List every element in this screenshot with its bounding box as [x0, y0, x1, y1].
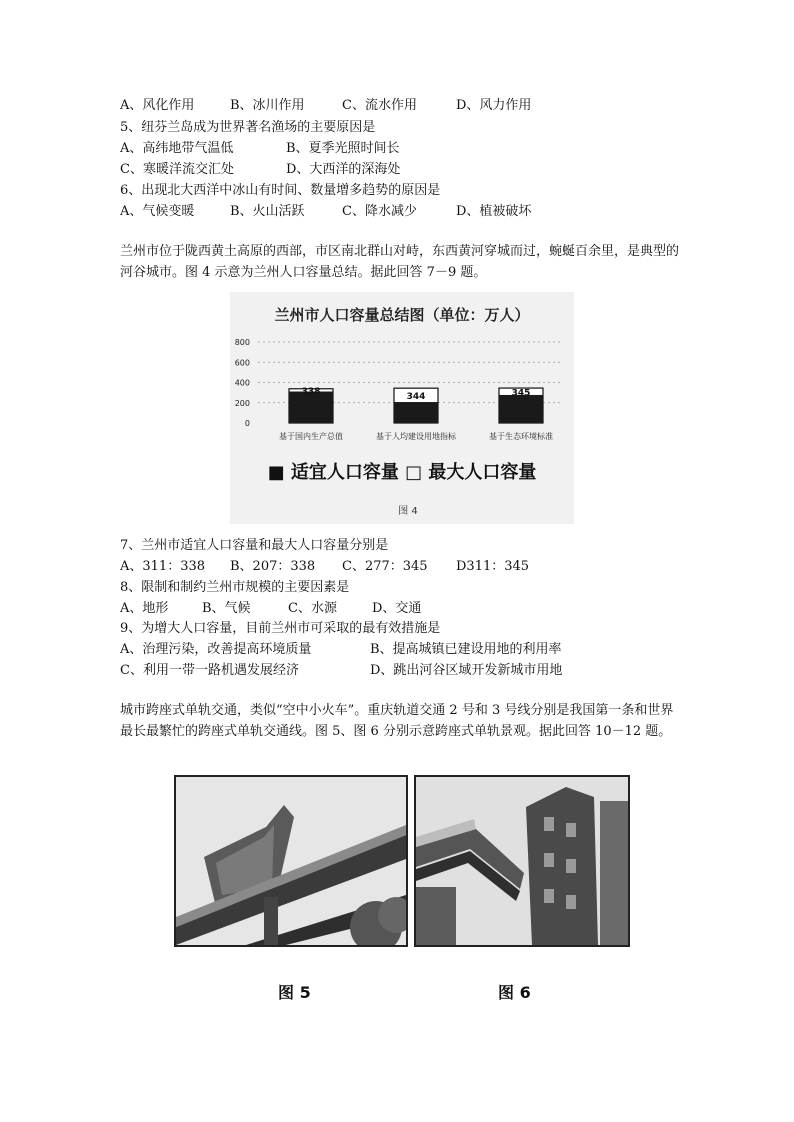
bars [289, 387, 543, 423]
chart-legend: ■ 适宜人口容量 □ 最大人口容量 [267, 462, 537, 483]
x-category-label: 基于人均建设用地指标 [376, 432, 456, 441]
q9-option-c: C、利用一带一路机遇发展经济 [120, 663, 299, 678]
q8-stem: 8、限制和制约兰州市规模的主要因素是 [120, 580, 350, 595]
y-tick-label: 0 [244, 419, 250, 428]
bar-value-label: 344 [406, 392, 426, 403]
q5-option-d: D、大西洋的深海处 [286, 162, 401, 177]
q9-option-d: D、跳出河谷区域开发新城市用地 [370, 663, 563, 678]
q9-option-a: A、治理污染，改善提高环境质量 [120, 642, 312, 657]
q5-option-b: B、夏季光照时间长 [286, 141, 400, 156]
q8-option-a: A、地形 [120, 601, 169, 616]
chart-title: 兰州市人口容量总结图（单位：万人） [274, 306, 530, 324]
figure-4-chart [230, 292, 574, 524]
passage-lanzhou: 兰州市位于陇西黄土高原的西部，市区南北群山对峙，东西黄河穿城而过，蜿蜒百余里，是典型的河谷城市。图 4 示意为兰州人口容量总结。据此回答 7－9 题。 [120, 244, 680, 280]
q4-option-c: C、流水作用 [342, 98, 417, 113]
q5-stem: 5、纽芬兰岛成为世界著名渔场的主要原因是 [120, 120, 376, 135]
figure-5-caption: 图 5 [278, 983, 311, 1002]
y-tick-label: 400 [234, 378, 250, 388]
q6-option-c: C、降水减少 [342, 204, 417, 219]
figure-6-photo [414, 775, 630, 947]
x-axis-labels [279, 431, 553, 441]
q6-option-d: D、植被破坏 [456, 204, 532, 219]
q6-option-b: B、火山活跃 [230, 204, 305, 219]
q6-option-a: A、气候变暖 [120, 204, 195, 219]
q7-option-c: C、277：345 [342, 559, 428, 574]
passage-monorail: 城市跨座式单轨交通，类似“空中小火车”。重庆轨道交通 2 号和 3 号线分别是我国第一条和世界最长最繁忙的跨座式单轨交通线。图 5、图 6 分别示意跨座式单轨景观。据此回答 10－12 题。 [120, 703, 674, 739]
q8-option-c: C、水源 [288, 601, 337, 616]
x-category-label: 基于生态环境标准 [489, 432, 553, 441]
y-tick-label: 800 [234, 338, 250, 347]
bar-value-label: 345 [511, 388, 531, 399]
bar-suitable-capacity [394, 402, 438, 423]
figure-5-photo [174, 775, 408, 947]
q7-option-b: B、207：338 [230, 559, 316, 574]
q9-stem: 9、为增大人口容量，目前兰州市可采取的最有效措施是 [120, 621, 441, 636]
q6-stem: 6、出现北大西洋中冰山有时间、数量增多趋势的原因是 [120, 183, 441, 198]
q4-option-b: B、冰川作用 [230, 98, 305, 113]
y-tick-label: 600 [234, 358, 250, 368]
bar-value-label: 338 [301, 387, 321, 398]
figure-6-caption: 图 6 [498, 983, 531, 1002]
q7-option-d: D311：345 [456, 559, 530, 574]
q8-option-d: D、交通 [372, 601, 422, 616]
figure-4-caption: 图 4 [398, 506, 418, 517]
q4-option-d: D、风力作用 [456, 98, 532, 113]
q7-stem: 7、兰州市适宜人口容量和最大人口容量分别是 [120, 538, 389, 553]
y-axis-ticks [235, 338, 250, 428]
q8-option-b: B、气候 [202, 601, 251, 616]
bar-suitable-capacity [499, 395, 543, 423]
y-tick-label: 200 [234, 398, 250, 408]
q4-option-a: A、风化作用 [120, 98, 195, 113]
q7-option-a: A、311：338 [120, 559, 206, 574]
x-category-label: 基于国内生产总值 [279, 432, 343, 441]
q9-option-b: B、提高城镇已建设用地的利用率 [370, 642, 562, 657]
chart-svg [230, 292, 574, 524]
q5-option-c: C、寒暖洋流交汇处 [120, 162, 234, 177]
q5-option-a: A、高纬地带气温低 [120, 141, 234, 156]
